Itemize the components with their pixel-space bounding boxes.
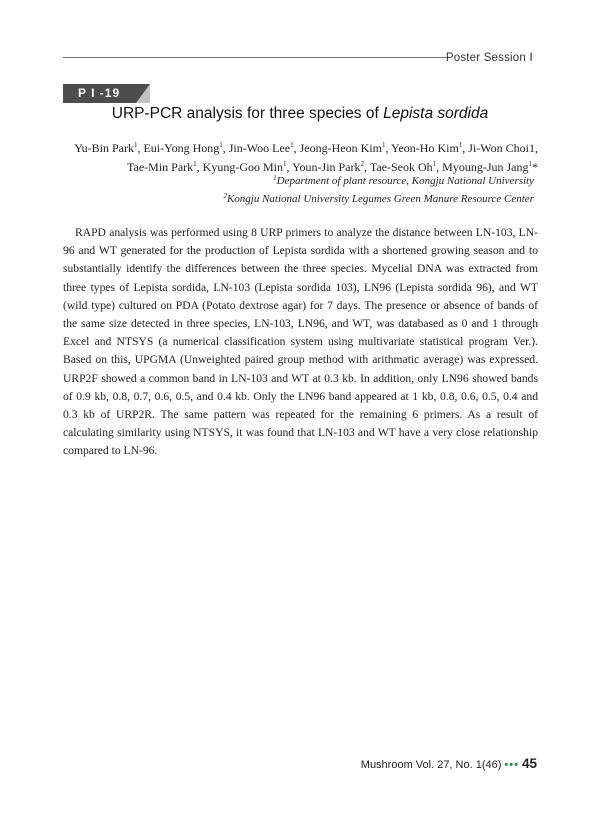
poster-tag-box	[63, 84, 150, 103]
ellipsis-dots-icon: •••	[504, 759, 519, 771]
author: Eui-Yong Hong$^1$,	[143, 141, 229, 155]
tag-slant-decoration	[136, 84, 150, 103]
affiliation-2: $^2$Kongju National University Legumes Green Manure Resource Center	[223, 192, 534, 205]
author: Youn-Jin Park$^2$,	[292, 160, 370, 174]
journal-citation: Mushroom Vol. 27, No. 1(46)	[360, 759, 502, 771]
session-label: Poster Session Ⅰ	[445, 52, 533, 64]
title-species: Lepista sordida	[383, 105, 489, 122]
author: Jeong-Heon Kim$^1$,	[299, 141, 391, 155]
abstract-body: RAPD analysis was performed using 8 URP primers to analyze the distance between LN-103, LN-96 and WT generated for the production of Lepista sordida with a shortened growing season and to substantially identify the differences between the three species. Mycelial DNA was extracted from three types of Lepista sordida, LN-103 (Lepista sordida 103), LN96 (Lepista sordida 96), and WT (wild type) cultured on PDA (Potato dextrose agar) for 7 days. The presence or absence of bands of the same size detected in three species, LN-103, LN96, and WT, was databased as 0 and 1 through Excel and NTSYS (a numerical classification system using multivariate statistical program Ver.). Based on this, UPGMA (Unweighted paired group method with arithmatic average) was expressed. URP2F showed a common band in LN-103 and WT at 0.3 kb. In addition, only LN96 showed bands of 0.9 kb, 0.8, 0.7, 0.6, 0.5, and 0.4 kb. Only the LN96 band appeared at 1 kb, 0.8, 0.6, 0.5, 0.4 and 0.3 kb of URP2R. The same pattern was repeated for the remaining 6 primers. As a result of calculating similarity using NTSYS, it was found that LN-103 and WT have a very close relationship compared to LN-96.	[63, 226, 538, 458]
poster-tag-label: P I -19	[78, 86, 121, 100]
poster-tag	[63, 84, 150, 103]
author-list	[63, 139, 538, 177]
author: Yeon-Ho Kim$^1$,	[391, 141, 469, 155]
author: Ji-Won Choi1,	[468, 141, 538, 155]
page-footer	[361, 756, 537, 771]
paper-title	[0, 105, 600, 123]
affiliation-1: $^1$Department of plant resource, Kongju National University	[273, 174, 534, 187]
author: Kyung-Goo Min$^1$,	[202, 160, 293, 174]
author: Tae-Seok Oh$^1$,	[369, 160, 443, 174]
author: Yu-Bin Park$^1$,	[74, 141, 144, 155]
author: Jin-Woo Lee$^1$,	[228, 141, 300, 155]
author: Tae-Min Park$^1$,	[127, 160, 203, 174]
title-text: URP-PCR analysis for three species of	[111, 105, 384, 122]
author: Myoung-Jun Jang$^1$*	[442, 160, 538, 174]
page-number: 45	[521, 756, 537, 771]
header-rule	[63, 57, 447, 58]
